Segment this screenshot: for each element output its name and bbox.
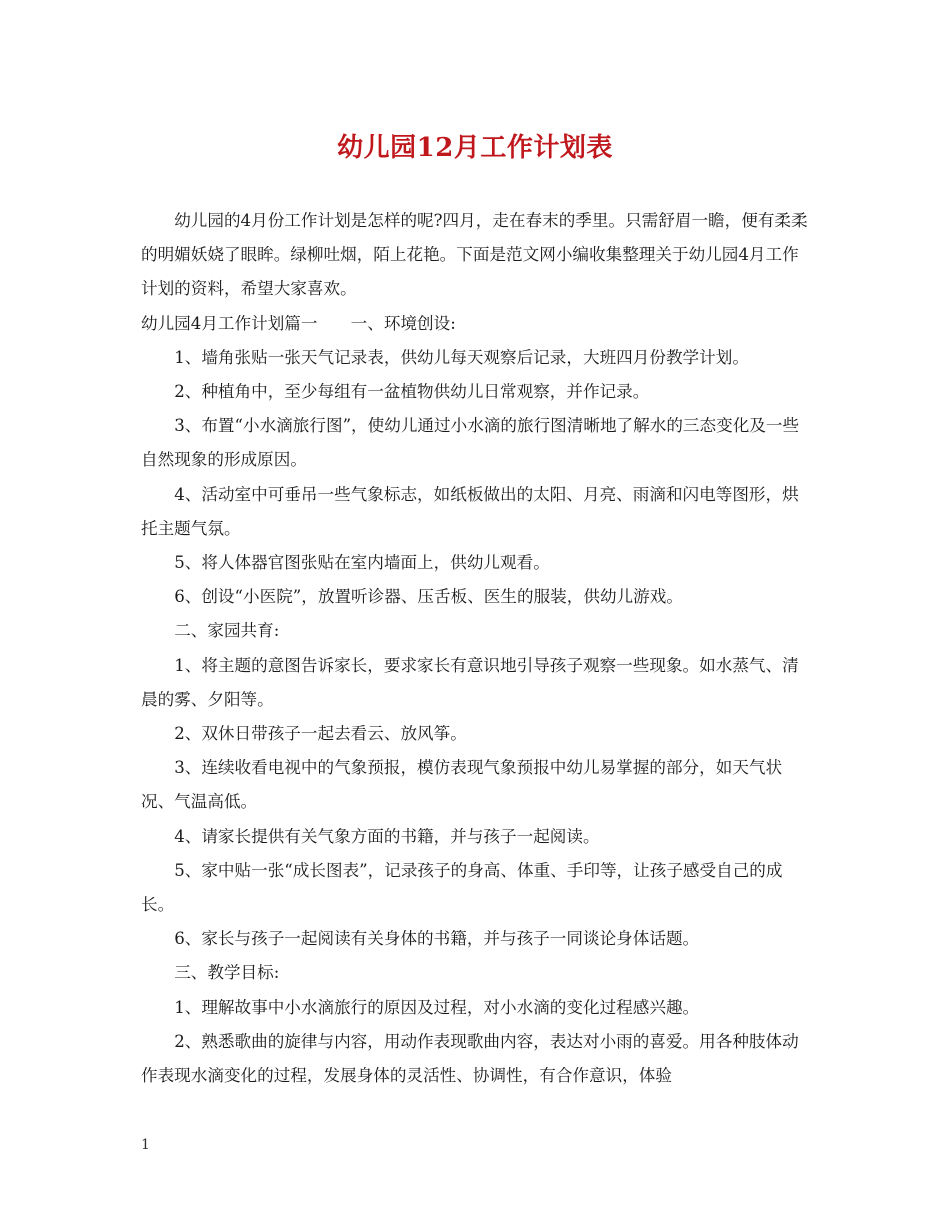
section-heading-home-school: 二、家园共育: — [174, 621, 280, 641]
list-item: 1、理解故事中小水滴旅行的原因及过程，对小水滴的变化过程感兴趣。 — [174, 997, 700, 1017]
list-item: 2、种植角中，至少每组有一盆植物供幼儿日常观察，并作记录。 — [174, 382, 650, 402]
section-heading-environment: 幼儿园4月工作计划篇一 一、环境创设: — [141, 313, 456, 333]
list-item: 5、家中贴一张“成长图表”，记录孩子的身高、体重、手印等，让孩子感受自己的成长。 — [141, 860, 783, 915]
list-item: 6、家长与孩子一起阅读有关身体的书籍，并与孩子一同谈论身体话题。 — [174, 929, 700, 949]
list-item: 3、连续收看电视中的气象预报，模仿表现气象预报中幼儿易掌握的部分，如天气状况、气温高低。 — [141, 758, 783, 812]
intro-paragraph: 幼儿园的4月份工作计划是怎样的呢?四月，走在春末的季里。只需舒眉一瞻，便有柔柔的明媚妖娆了眼眸。绿柳吐烟，陌上花艳。下面是范文网小编收集整理关于幼儿园4月工作计划的资料，希望大家喜欢。 — [141, 211, 808, 299]
list-item: 2、熟悉歌曲的旋律与内容，用动作表现歌曲内容，表达对小雨的喜爱。用各种肢体动作表现水滴变化的过程，发展身体的灵活性、协调性，有合作意识，体验 — [141, 1031, 799, 1086]
list-item: 4、请家长提供有关气象方面的书籍，并与孩子一起阅读。 — [174, 826, 600, 846]
list-item: 2、双休日带孩子一起去看云、放风筝。 — [174, 724, 467, 744]
list-item: 5、将人体器官图张贴在室内墙面上，供幼儿观看。 — [174, 553, 550, 573]
document-body — [141, 204, 809, 1093]
list-item: 6、创设“小医院”，放置听诊器、压舌板、医生的服装，供幼儿游戏。 — [174, 587, 683, 607]
document-title: 幼儿园12月工作计划表 — [337, 133, 613, 163]
list-item: 3、布置“小水滴旅行图”，使幼儿通过小水滴的旅行图清晰地了解水的三态变化及一些自然现象的形成原因。 — [141, 416, 800, 470]
list-item: 1、将主题的意图告诉家长，要求家长有意识地引导孩子观察一些现象。如水蒸气、清晨的雾、夕阳等。 — [141, 655, 799, 709]
list-item: 1、墙角张贴一张天气记录表，供幼儿每天观察后记录，大班四月份教学计划。 — [174, 347, 749, 367]
section-heading-teaching-goals: 三、教学目标: — [174, 963, 280, 983]
list-item: 4、活动室中可垂吊一些气象标志，如纸板做出的太阳、月亮、雨滴和闪电等图形，烘托主题气氛。 — [141, 484, 799, 538]
page-number: 1 — [141, 1137, 150, 1153]
